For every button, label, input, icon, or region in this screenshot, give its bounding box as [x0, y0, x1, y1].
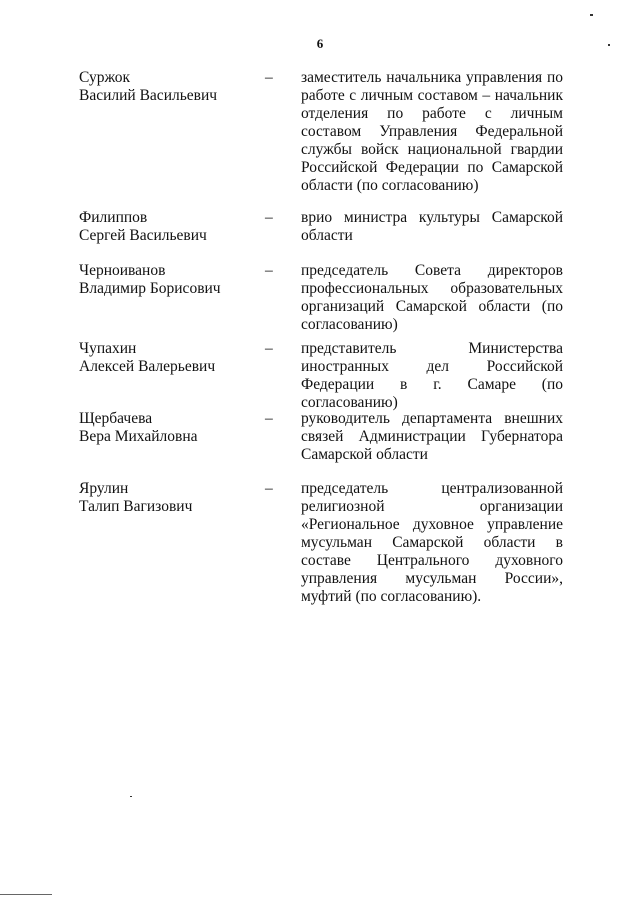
member-name — [79, 480, 269, 516]
separator-dash: – — [265, 209, 273, 226]
member-surname: Щербачева — [79, 410, 153, 427]
member-given-names: Вера Михайловна — [79, 428, 198, 445]
member-name — [79, 69, 269, 105]
page-number: 6 — [316, 36, 324, 51]
member-position: заместитель начальника управления по работе с личным составом – начальник отделения по работе с личным составом Управления Федеральной службы войск национальной гвардии Российской Федерации по Самарской области (по согласованию) — [301, 69, 563, 194]
member-given-names: Сергей Васильевич — [79, 227, 207, 244]
member-name — [79, 340, 269, 376]
scan-speck — [130, 796, 132, 797]
member-position: председатель Совета директоров профессиональных образовательных организаций Самарской области (по согласованию) — [301, 262, 563, 333]
separator-dash: – — [265, 69, 273, 86]
member-surname: Суржок — [79, 69, 131, 86]
scan-speck — [590, 14, 593, 16]
separator-dash: – — [265, 262, 273, 279]
scan-edge-line — [0, 894, 52, 895]
member-given-names: Талип Вагизович — [79, 498, 193, 515]
member-surname: Ярулин — [79, 480, 129, 497]
member-given-names: Василий Васильевич — [79, 87, 218, 104]
member-surname: Чупахин — [79, 340, 137, 357]
member-position: представитель Министерства иностранных дел Российской Федерации в г. Самаре (по согласованию) — [301, 340, 563, 411]
member-position: руководитель департамента внешних связей Администрации Губернатора Самарской области — [301, 410, 563, 463]
scan-speck — [608, 44, 610, 46]
member-name — [79, 262, 269, 298]
separator-dash: – — [265, 480, 273, 497]
separator-dash: – — [265, 410, 273, 427]
member-given-names: Владимир Борисович — [79, 280, 221, 297]
member-name — [79, 209, 269, 245]
separator-dash: – — [265, 340, 273, 357]
member-given-names: Алексей Валерьевич — [79, 358, 216, 375]
member-surname: Черноиванов — [79, 262, 166, 279]
member-position: председатель централизованной религиозной организации «Региональное духовное управление мусульман Самарской области в составе Центрального духовного управления мусульман России», муфтий (по согласованию). — [301, 480, 563, 605]
member-surname: Филиппов — [79, 209, 148, 226]
member-position: врио министра культуры Самарской области — [301, 209, 563, 244]
member-name — [79, 410, 269, 446]
